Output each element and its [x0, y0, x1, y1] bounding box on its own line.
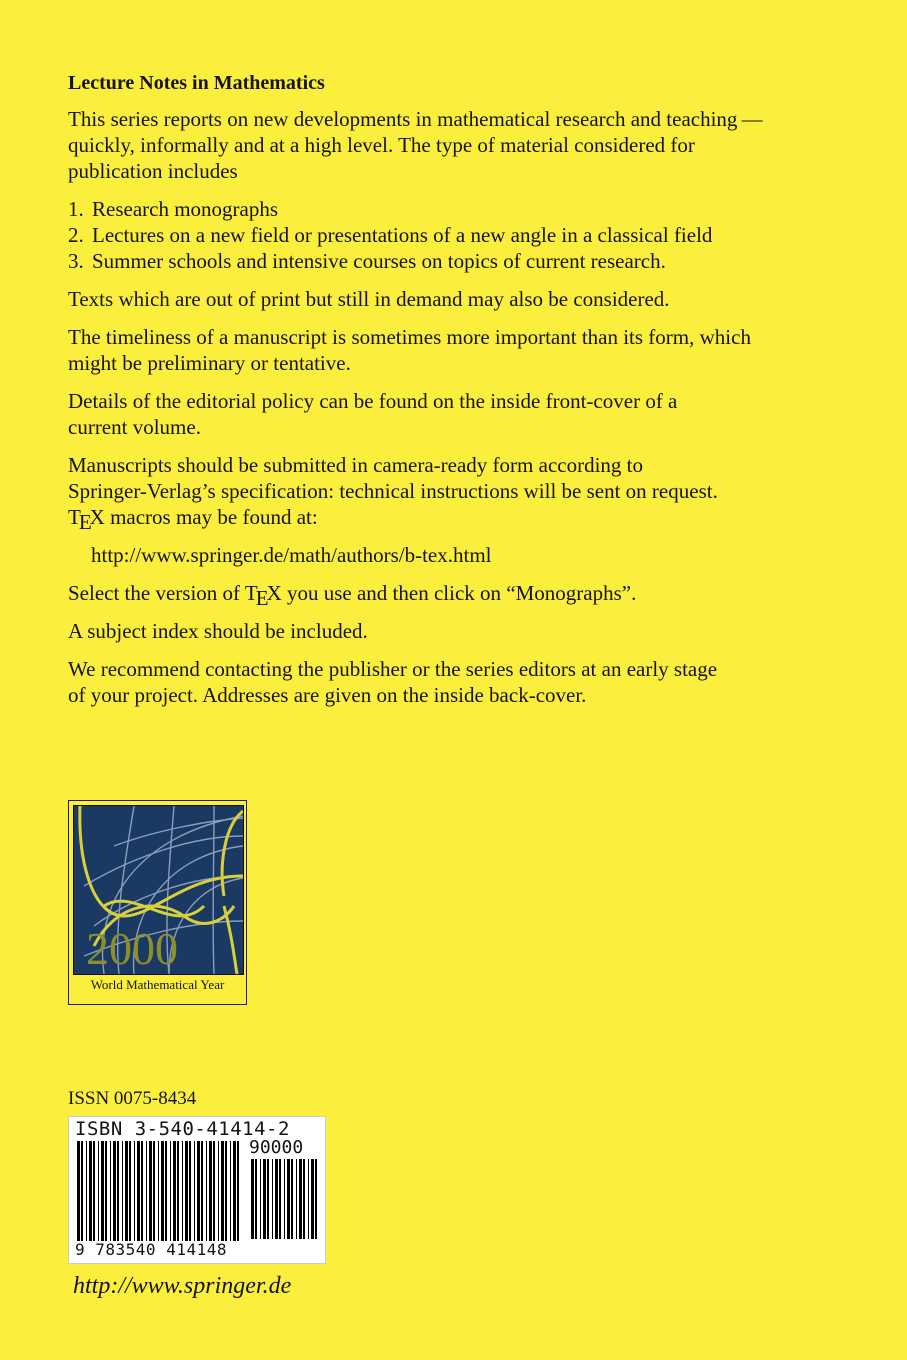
select-suffix-text: you use and then click on “Monographs”.: [281, 581, 637, 605]
list-text: Summer schools and intensive courses on topics of current research.: [92, 249, 666, 273]
tex-t: T: [68, 505, 81, 529]
tex-e: E: [255, 586, 269, 610]
tex-url: http://www.springer.de/math/authors/b-tex.html: [91, 543, 492, 567]
list-item: [68, 196, 768, 222]
subject-index-paragraph: A subject index should be included.: [68, 619, 368, 643]
list-number: 1.: [68, 197, 84, 221]
publisher-website: http://www.springer.de: [73, 1273, 292, 1299]
out-of-print-paragraph: Texts which are out of print but still in demand may also be considered.: [68, 287, 670, 311]
barcode-ean: 9 783540 414148: [75, 1240, 227, 1259]
list-text: Lectures on a new field or presentations of a new angle in a classical field: [92, 223, 713, 247]
series-title: Lecture Notes in Mathematics: [68, 72, 325, 94]
manuscripts-paragraph: [68, 452, 718, 534]
barcode: [68, 1116, 326, 1264]
tex-x: X: [89, 505, 105, 529]
recommend-paragraph: We recommend contacting the publisher or the series editors at an early stage of your project. Addresses are given on the inside back-cover.: [68, 657, 718, 707]
logo-year: 2000: [86, 923, 178, 974]
tex-logo: [68, 505, 105, 534]
tex-e: E: [78, 510, 92, 534]
tex-logo: [244, 581, 282, 610]
issn: ISSN 0075-8434: [68, 1088, 197, 1109]
world-mathematical-year-logo: [68, 800, 247, 1005]
list-item: [68, 248, 768, 274]
timeliness-paragraph: The timeliness of a manuscript is sometimes more important than its form, which might be preliminary or tentative.: [68, 325, 751, 375]
intro-paragraph: This series reports on new developments in mathematical research and teaching — quickly, informally and at a high level. The type of material considered for publication includes: [68, 107, 767, 183]
list-number: 2.: [68, 223, 84, 247]
barcode-isbn: ISBN 3-540-41414-2: [75, 1118, 290, 1140]
main-text: [68, 70, 768, 720]
macros-text: macros may be found at:: [104, 505, 318, 529]
editorial-paragraph: Details of the editorial policy can be found on the inside front-cover of a current volume.: [68, 389, 678, 439]
material-list: [68, 196, 768, 274]
globe-icon: [74, 806, 243, 974]
logo-image: [73, 805, 244, 975]
tex-t: T: [244, 581, 258, 605]
barcode-addon-number: 90000: [249, 1137, 304, 1158]
list-text: Research monographs: [92, 197, 279, 221]
list-item: [68, 222, 768, 248]
manuscripts-text: Manuscripts should be submitted in camera-ready form according to Springer-Verlag’s specification: technical instructions will be sent on request.: [68, 453, 718, 503]
select-paragraph: [68, 580, 768, 610]
tex-x: X: [266, 581, 282, 605]
list-number: 3.: [68, 249, 84, 273]
logo-caption: World Mathematical Year: [90, 977, 225, 992]
select-text: Select the version of: [68, 581, 245, 605]
